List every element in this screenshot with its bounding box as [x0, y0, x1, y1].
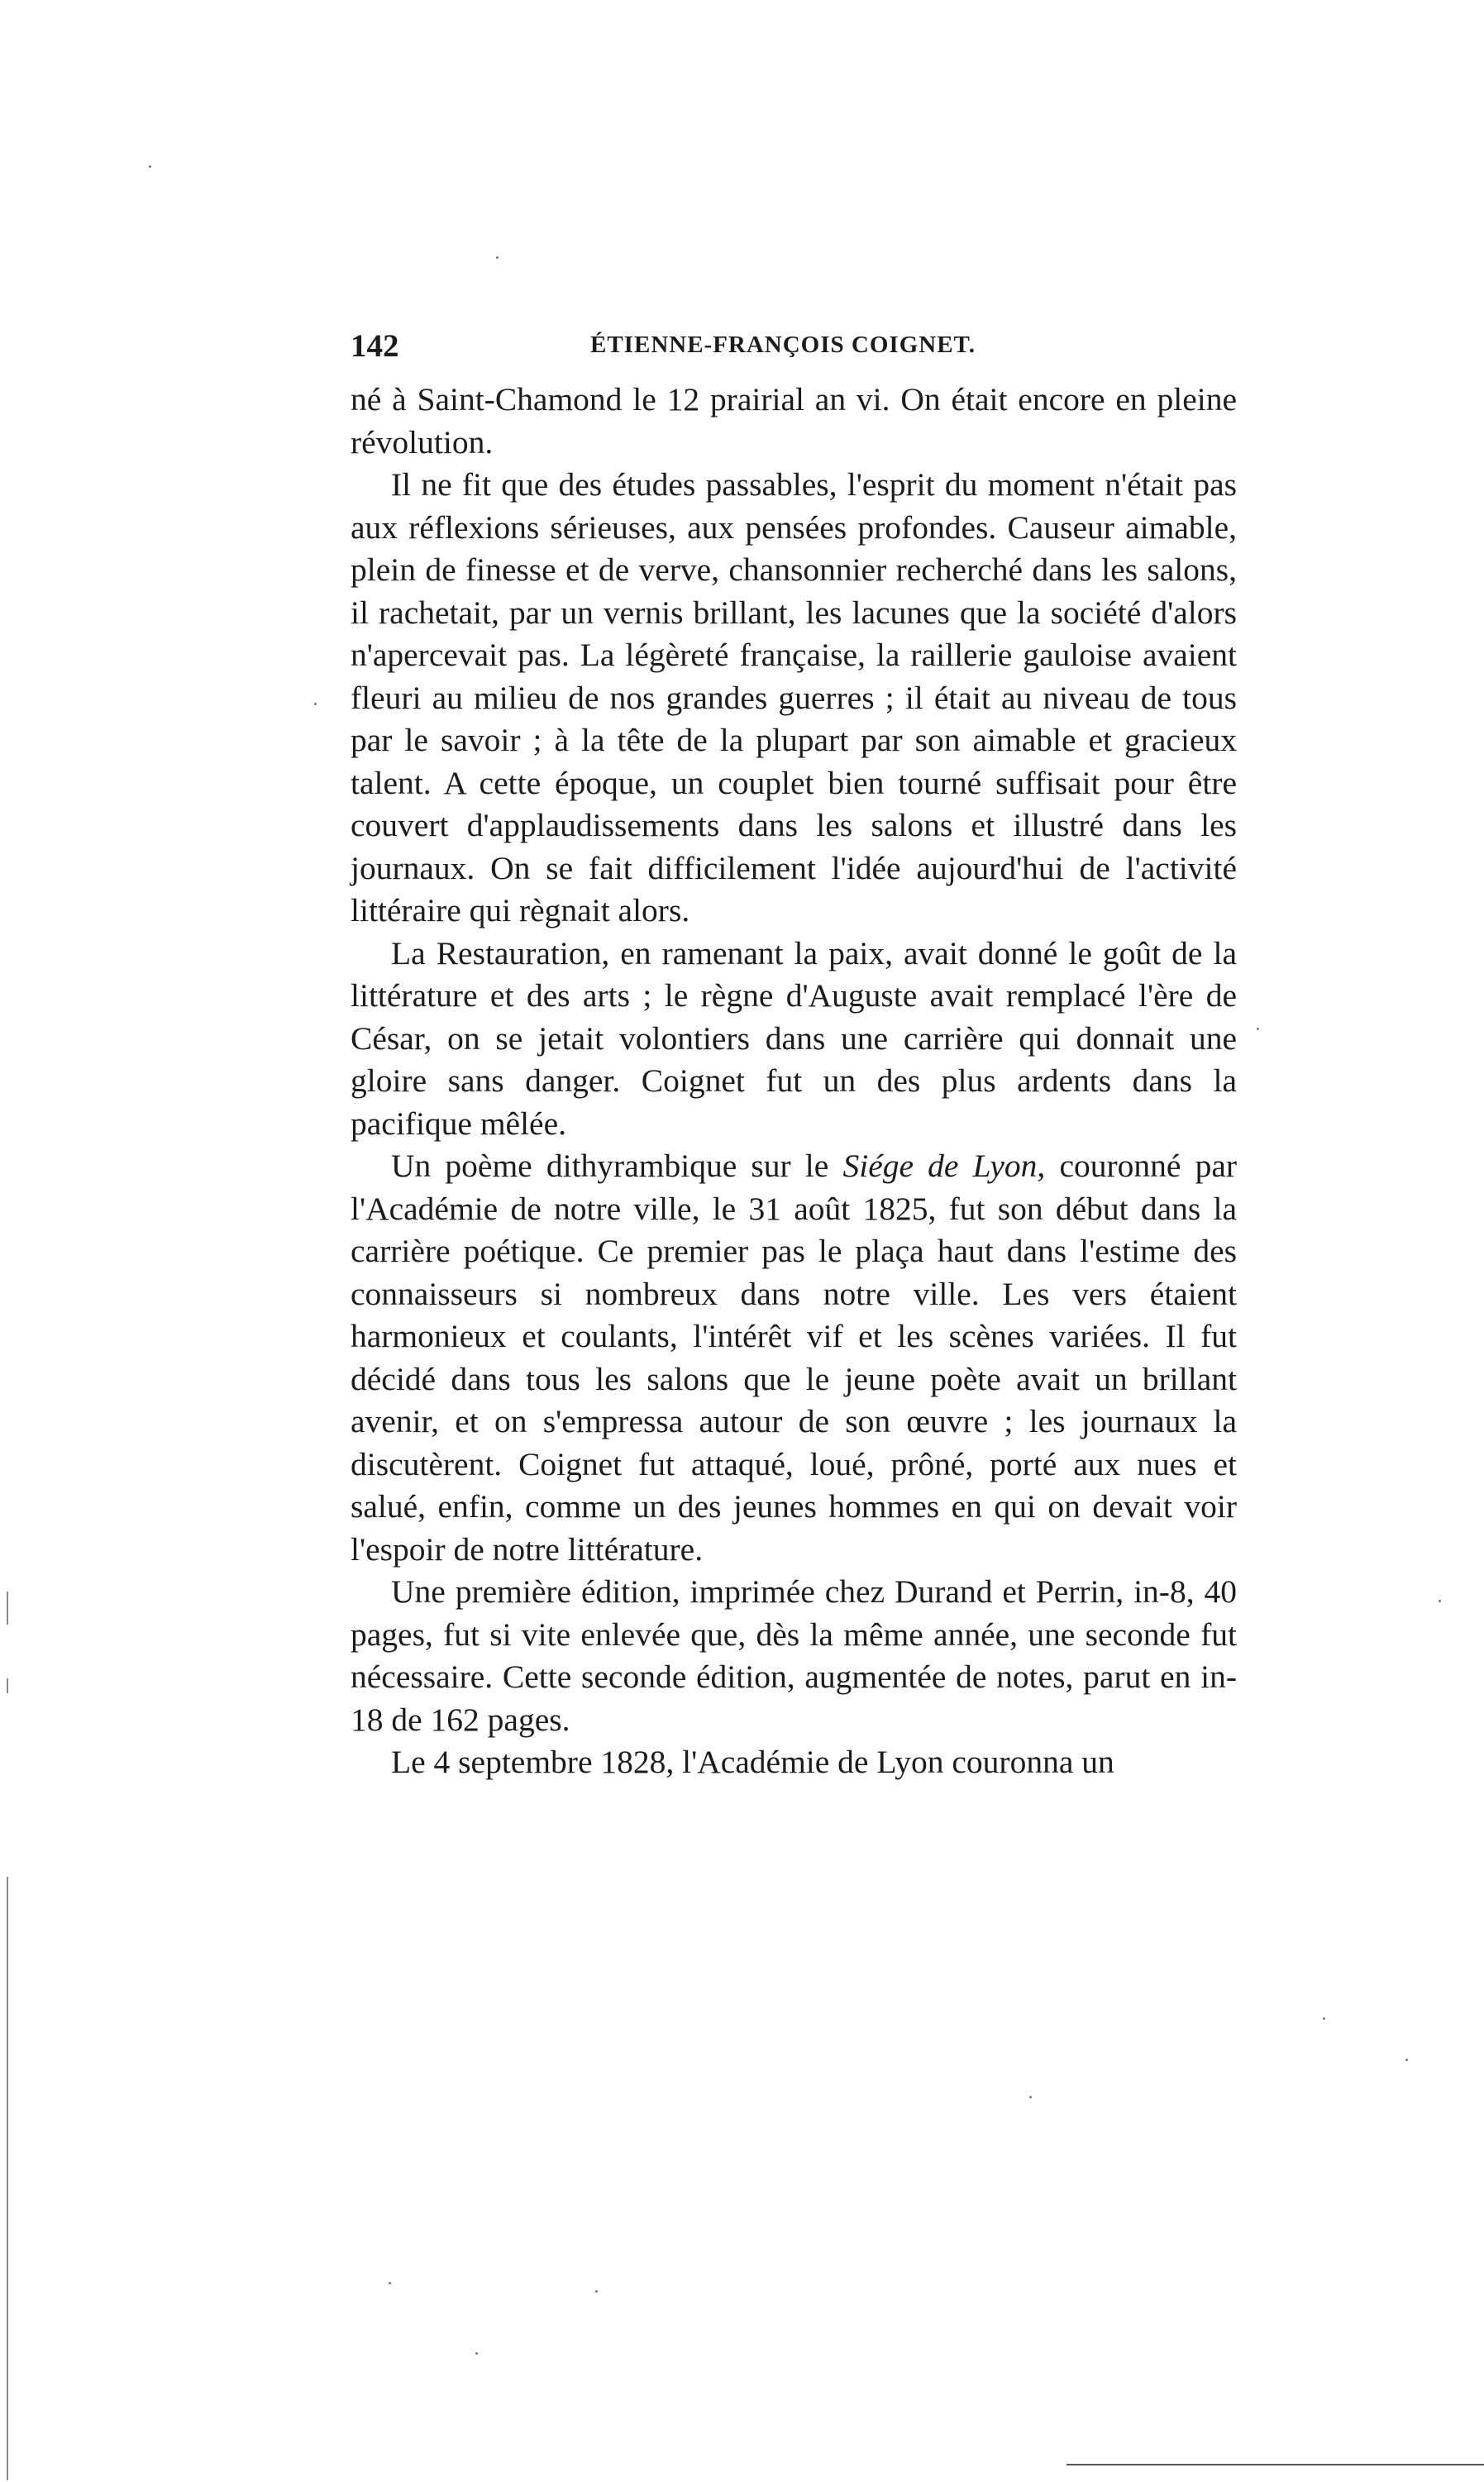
page-header — [351, 327, 1243, 369]
scan-speck — [1323, 2017, 1325, 2020]
paragraph-text: né à Saint-Chamond le 12 prairial an vi. On était encore en pleine révolution. — [351, 381, 1237, 461]
scan-speck — [1439, 1600, 1441, 1602]
paragraph-text: La Restauration, en ramenant la paix, avait donné le goût de la littérature et des arts ; le règne d'Auguste avait remplacé l'ère de César, on se jetait volontiers dans une carrière qui donnait une gloire sans danger. Coignet fut un des plus ardents dans la pacifique mêlée. — [351, 934, 1237, 1142]
paragraph-5 — [351, 1571, 1237, 1741]
scan-speck — [595, 2290, 598, 2293]
scan-margin-mark — [7, 1592, 8, 1625]
paragraph-6 — [351, 1741, 1237, 1784]
body-text — [351, 379, 1237, 1784]
paragraph-text: Un poème dithyrambique sur le — [391, 1148, 843, 1184]
paragraph-text: Le 4 septembre 1828, l'Académie de Lyon couronna un — [391, 1744, 1114, 1780]
paragraph-2 — [351, 464, 1237, 933]
scan-speck — [1029, 2096, 1032, 2098]
scan-margin-mark — [7, 1877, 8, 2480]
scan-bottom-rule — [1066, 2464, 1484, 2465]
paragraph-1 — [351, 379, 1237, 464]
scan-speck — [1405, 2059, 1408, 2061]
scan-speck — [389, 2282, 391, 2284]
paragraph-text: Il ne fit que des études passables, l'esprit du moment n'était pas aux réflexions sérieuses, aux pensées profondes. Causeur aimable, plein de finesse et de verve, chansonnier recherché dans les salons, il rachetait, par un vernis brillant, les lacunes que la société d'alors n'apercevait pas. La légèreté française, la raillerie gauloise avaient fleuri au milieu de nos grandes guerres ; il était au niveau de tous par le savoir ; à la tête de la plupart par son aimable et gracieux talent. A cette époque, un couplet bien tourné suffisait pour être couvert d'applaudissements dans les salons et illustré dans les journaux. On se fait difficilement l'idée aujourd'hui de l'activité littéraire qui règnait alors. — [351, 466, 1237, 928]
paragraph-4 — [351, 1145, 1237, 1571]
scan-speck — [496, 256, 499, 259]
running-title: ÉTIENNE-FRANÇOIS COIGNET. — [590, 332, 976, 358]
scan-speck — [1257, 1028, 1259, 1030]
scan-margin-mark — [7, 1678, 8, 1693]
italic-title: Siége de Lyon, — [842, 1148, 1046, 1184]
paragraph-text: couronné par l'Académie de notre ville, le 31 août 1825, fut son début dans la carrière poétique. Ce premier pas le plaça haut dans l'estime des connaisseurs si nombreux dans notre ville. Les vers étaient harmonieux et coulants, l'intérêt vif et les scènes variées. Il fut décidé dans tous les salons que le jeune poète avait un brillant avenir, et on s'empressa autour de son œuvre ; les journaux la discutèrent. Coignet fut attaqué, loué, prôné, porté aux nues et salué, enfin, comme un des jeunes hommes en qui on devait voir l'espoir de notre littérature. — [351, 1148, 1237, 1568]
scan-speck — [475, 2352, 478, 2355]
page-number: 142 — [351, 328, 399, 364]
paragraph-3 — [351, 933, 1237, 1146]
scan-speck — [149, 165, 151, 168]
scan-speck — [314, 703, 317, 705]
paragraph-text: Une première édition, imprimée chez Durand et Perrin, in-8, 40 pages, fut si vite enlevée que, dès la même année, une seconde fut nécessaire. Cette seconde édition, augmentée de notes, parut en in-18 de 162 pages. — [351, 1573, 1237, 1738]
